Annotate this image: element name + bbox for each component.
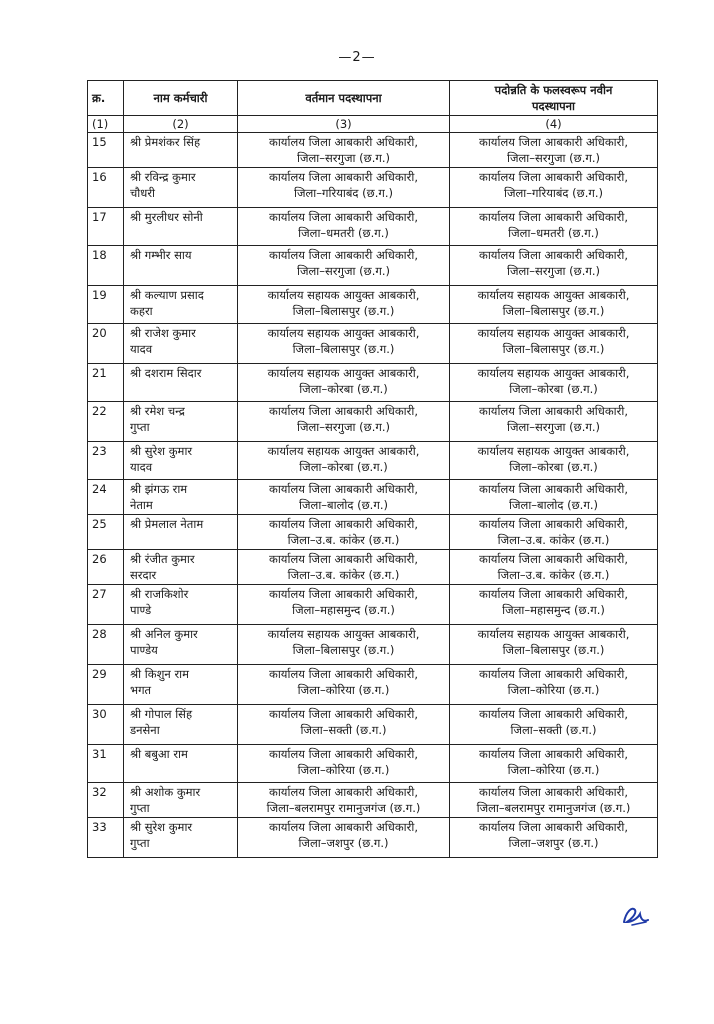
new-posting-line: जिला–सरगुजा (छ.ग.) — [507, 264, 600, 278]
current-posting-line: जिला–उ.ब. कांकेर (छ.ग.) — [287, 568, 400, 582]
employee-name-line: श्री दशराम सिदार — [130, 366, 202, 380]
employee-name — [124, 745, 238, 783]
employee-name-line: श्री बबुआ राम — [130, 747, 188, 761]
new-posting — [450, 208, 658, 246]
new-posting — [450, 585, 658, 625]
row-sno: 16 — [88, 168, 124, 208]
current-posting-line: जिला–कोरबा (छ.ग.) — [299, 382, 388, 396]
current-posting-line: जिला–महासमुन्द (छ.ग.) — [292, 603, 395, 617]
current-posting-line: कार्यालय जिला आबकारी अधिकारी, — [269, 587, 418, 601]
employee-name — [124, 324, 238, 364]
current-posting-line: कार्यालय जिला आबकारी अधिकारी, — [269, 667, 418, 681]
employee-name-line: श्री सुरेश कुमार — [130, 444, 193, 458]
new-posting-line: जिला–बालोद (छ.ग.) — [509, 498, 598, 512]
current-posting — [238, 625, 450, 665]
column-number: (3) — [238, 116, 450, 133]
row-sno: 24 — [88, 480, 124, 515]
current-posting-line: कार्यालय सहायक आयुक्त आबकारी, — [267, 444, 420, 458]
table-row — [88, 705, 658, 745]
staff-table — [87, 80, 658, 858]
table-row — [88, 585, 658, 625]
new-posting-line: कार्यालय जिला आबकारी अधिकारी, — [479, 135, 628, 149]
employee-name — [124, 705, 238, 745]
current-posting-line: कार्यालय जिला आबकारी अधिकारी, — [269, 135, 418, 149]
new-posting-line: कार्यालय सहायक आयुक्त आबकारी, — [477, 627, 630, 641]
new-posting-line: जिला–उ.ब. कांकेर (छ.ग.) — [497, 568, 610, 582]
current-posting-line: कार्यालय जिला आबकारी अधिकारी, — [269, 820, 418, 834]
table-row — [88, 480, 658, 515]
new-posting-line: जिला–महासमुन्द (छ.ग.) — [502, 603, 605, 617]
employee-name — [124, 246, 238, 286]
current-posting — [238, 550, 450, 585]
current-posting-line: जिला–बिलासपुर (छ.ग.) — [292, 304, 395, 318]
employee-name-line: गुप्ता — [130, 420, 150, 434]
table-row — [88, 818, 658, 858]
employee-name-line: श्री किशुन राम — [130, 667, 190, 681]
header-name: नाम कर्मचारी — [124, 81, 238, 116]
new-posting — [450, 550, 658, 585]
employee-name-line: श्री अनिल कुमार — [130, 627, 198, 641]
column-number: (2) — [124, 116, 238, 133]
current-posting — [238, 783, 450, 818]
employee-name — [124, 364, 238, 402]
new-posting-line: जिला–सरगुजा (छ.ग.) — [507, 151, 600, 165]
table-row — [88, 402, 658, 442]
employee-name — [124, 585, 238, 625]
current-posting-line: कार्यालय जिला आबकारी अधिकारी, — [269, 248, 418, 262]
current-posting-line: कार्यालय जिला आबकारी अधिकारी, — [269, 747, 418, 761]
column-number: (1) — [88, 116, 124, 133]
table-row — [88, 625, 658, 665]
current-posting — [238, 286, 450, 324]
current-posting-line: जिला–बालोद (छ.ग.) — [299, 498, 388, 512]
current-posting — [238, 402, 450, 442]
table-row — [88, 364, 658, 402]
row-sno: 18 — [88, 246, 124, 286]
header-sno: क्र. — [88, 81, 124, 116]
employee-name — [124, 818, 238, 858]
employee-name — [124, 665, 238, 705]
current-posting-line: कार्यालय जिला आबकारी अधिकारी, — [269, 482, 418, 496]
employee-name-line: श्री सुरेश कुमार — [130, 820, 193, 834]
employee-name — [124, 442, 238, 480]
current-posting — [238, 745, 450, 783]
new-posting — [450, 705, 658, 745]
employee-name-line: सरदार — [130, 568, 157, 582]
new-posting-line: कार्यालय जिला आबकारी अधिकारी, — [479, 747, 628, 761]
row-sno: 26 — [88, 550, 124, 585]
new-posting-line: जिला–कोरबा (छ.ग.) — [509, 382, 598, 396]
row-sno: 17 — [88, 208, 124, 246]
employee-name-line: श्री गम्भीर साय — [130, 248, 192, 262]
table-row — [88, 208, 658, 246]
row-sno: 21 — [88, 364, 124, 402]
table-row — [88, 515, 658, 550]
new-posting-line: जिला–बिलासपुर (छ.ग.) — [502, 643, 605, 657]
table-row — [88, 550, 658, 585]
current-posting-line: कार्यालय जिला आबकारी अधिकारी, — [269, 707, 418, 721]
header-new-posting-line2: पदस्थापना — [531, 99, 576, 113]
new-posting-line: कार्यालय जिला आबकारी अधिकारी, — [479, 552, 628, 566]
employee-name — [124, 625, 238, 665]
new-posting-line: जिला–कोरिया (छ.ग.) — [507, 763, 600, 777]
employee-name-line: चौधरी — [130, 186, 156, 200]
new-posting-line: कार्यालय जिला आबकारी अधिकारी, — [479, 404, 628, 418]
new-posting-line: कार्यालय जिला आबकारी अधिकारी, — [479, 820, 628, 834]
new-posting-line: कार्यालय सहायक आयुक्त आबकारी, — [477, 326, 630, 340]
table-row — [88, 246, 658, 286]
row-sno: 31 — [88, 745, 124, 783]
current-posting-line: जिला–कोरबा (छ.ग.) — [299, 460, 388, 474]
new-posting-line: कार्यालय जिला आबकारी अधिकारी, — [479, 210, 628, 224]
new-posting-line: कार्यालय जिला आबकारी अधिकारी, — [479, 170, 628, 184]
employee-name-line: श्री राजेश कुमार — [130, 326, 196, 340]
new-posting-line: कार्यालय सहायक आयुक्त आबकारी, — [477, 288, 630, 302]
new-posting-line: जिला–बिलासपुर (छ.ग.) — [502, 342, 605, 356]
row-sno: 32 — [88, 783, 124, 818]
current-posting-line: कार्यालय सहायक आयुक्त आबकारी, — [267, 366, 420, 380]
new-posting — [450, 286, 658, 324]
table-row — [88, 783, 658, 818]
new-posting-line: जिला–धमतरी (छ.ग.) — [508, 226, 599, 240]
current-posting — [238, 480, 450, 515]
row-sno: 23 — [88, 442, 124, 480]
table-row — [88, 286, 658, 324]
new-posting-line: जिला–सरगुजा (छ.ग.) — [507, 420, 600, 434]
current-posting-line: कार्यालय जिला आबकारी अधिकारी, — [269, 517, 418, 531]
current-posting — [238, 208, 450, 246]
new-posting-line: जिला–सक्ती (छ.ग.) — [510, 723, 597, 737]
employee-name-line: श्री रमेश चन्द्र — [130, 404, 185, 418]
employee-name-line: श्री रंजीत कुमार — [130, 552, 195, 566]
new-posting-line: कार्यालय जिला आबकारी अधिकारी, — [479, 667, 628, 681]
current-posting-line: जिला–जशपुर (छ.ग.) — [298, 836, 389, 850]
employee-name-line: गुप्ता — [130, 801, 150, 815]
new-posting-line: कार्यालय सहायक आयुक्त आबकारी, — [477, 366, 630, 380]
current-posting — [238, 705, 450, 745]
new-posting-line: जिला–कोरिया (छ.ग.) — [507, 683, 600, 697]
column-number: (4) — [450, 116, 658, 133]
header-new-posting-line1: पदोन्नति के फलस्वरूप नवीन — [494, 83, 613, 97]
employee-name-line: डनसेना — [130, 723, 160, 737]
header-current-posting: वर्तमान पदस्थापना — [238, 81, 450, 116]
new-posting-line: कार्यालय जिला आबकारी अधिकारी, — [479, 517, 628, 531]
current-posting — [238, 515, 450, 550]
table-row — [88, 133, 658, 168]
employee-name-line: यादव — [130, 460, 153, 474]
new-posting — [450, 364, 658, 402]
table-row — [88, 745, 658, 783]
current-posting-line: जिला–सरगुजा (छ.ग.) — [297, 264, 390, 278]
table-body — [88, 133, 658, 858]
current-posting-line: जिला–कोरिया (छ.ग.) — [297, 683, 390, 697]
current-posting-line: कार्यालय जिला आबकारी अधिकारी, — [269, 404, 418, 418]
employee-name — [124, 402, 238, 442]
current-posting-line: जिला–धमतरी (छ.ग.) — [298, 226, 389, 240]
new-posting — [450, 402, 658, 442]
signature-icon — [618, 900, 654, 930]
new-posting — [450, 515, 658, 550]
new-posting-line: कार्यालय जिला आबकारी अधिकारी, — [479, 482, 628, 496]
current-posting-line: कार्यालय सहायक आयुक्त आबकारी, — [267, 288, 420, 302]
current-posting-line: जिला–सरगुजा (छ.ग.) — [297, 420, 390, 434]
employee-name-line: पाण्डेय — [130, 643, 158, 657]
current-posting — [238, 324, 450, 364]
employee-name — [124, 480, 238, 515]
current-posting-line: जिला–बिलासपुर (छ.ग.) — [292, 643, 395, 657]
new-posting-line: जिला–उ.ब. कांकेर (छ.ग.) — [497, 533, 610, 547]
current-posting-line: जिला–सक्ती (छ.ग.) — [300, 723, 387, 737]
row-sno: 27 — [88, 585, 124, 625]
current-posting-line: जिला–उ.ब. कांकेर (छ.ग.) — [287, 533, 400, 547]
table-row — [88, 442, 658, 480]
employee-name-line: श्री प्रेमशंकर सिंह — [130, 135, 201, 149]
employee-name-line: श्री रविन्द्र कुमार — [130, 170, 196, 184]
employee-name-line: श्री मुरलीधर सोनी — [130, 210, 203, 224]
new-posting — [450, 442, 658, 480]
employee-name-line: श्री राजकिशोर — [130, 587, 189, 601]
row-sno: 29 — [88, 665, 124, 705]
new-posting-line: कार्यालय सहायक आयुक्त आबकारी, — [477, 444, 630, 458]
new-posting-line: जिला–गरियाबंद (छ.ग.) — [504, 186, 603, 200]
employee-name-line: श्री अशोक कुमार — [130, 785, 201, 799]
current-posting — [238, 665, 450, 705]
new-posting — [450, 246, 658, 286]
page-number: —2— — [338, 50, 376, 65]
new-posting — [450, 665, 658, 705]
new-posting — [450, 480, 658, 515]
row-sno: 30 — [88, 705, 124, 745]
new-posting-line: जिला–बिलासपुर (छ.ग.) — [502, 304, 605, 318]
new-posting-line: कार्यालय जिला आबकारी अधिकारी, — [479, 785, 628, 799]
table-row — [88, 324, 658, 364]
table-row — [88, 168, 658, 208]
employee-name — [124, 168, 238, 208]
column-number-row — [88, 116, 658, 133]
employee-name-line: श्री झंगऊ राम — [130, 482, 188, 496]
new-posting-line: कार्यालय जिला आबकारी अधिकारी, — [479, 248, 628, 262]
row-sno: 25 — [88, 515, 124, 550]
new-posting — [450, 783, 658, 818]
current-posting-line: कार्यालय जिला आबकारी अधिकारी, — [269, 785, 418, 799]
current-posting — [238, 133, 450, 168]
employee-name — [124, 133, 238, 168]
employee-name-line: श्री प्रेमलाल नेताम — [130, 517, 204, 531]
current-posting — [238, 585, 450, 625]
current-posting-line: कार्यालय जिला आबकारी अधिकारी, — [269, 552, 418, 566]
new-posting-line: कार्यालय जिला आबकारी अधिकारी, — [479, 587, 628, 601]
current-posting-line: कार्यालय जिला आबकारी अधिकारी, — [269, 210, 418, 224]
current-posting-line: जिला–बलरामपुर रामानुजगंज (छ.ग.) — [266, 801, 421, 815]
current-posting — [238, 246, 450, 286]
employee-name — [124, 208, 238, 246]
new-posting — [450, 818, 658, 858]
new-posting — [450, 625, 658, 665]
employee-name-line: गुप्ता — [130, 836, 150, 850]
employee-name-line: भगत — [130, 683, 152, 697]
current-posting — [238, 364, 450, 402]
row-sno: 28 — [88, 625, 124, 665]
employee-name-line: यादव — [130, 342, 153, 356]
employee-name-line: कहरा — [130, 304, 153, 318]
row-sno: 33 — [88, 818, 124, 858]
current-posting-line: कार्यालय जिला आबकारी अधिकारी, — [269, 170, 418, 184]
new-posting-line: जिला–कोरबा (छ.ग.) — [509, 460, 598, 474]
employee-name-line: श्री गोपाल सिंह — [130, 707, 193, 721]
current-posting — [238, 168, 450, 208]
employee-name-line: नेताम — [130, 498, 153, 512]
new-posting — [450, 745, 658, 783]
new-posting — [450, 133, 658, 168]
current-posting-line: जिला–कोरिया (छ.ग.) — [297, 763, 390, 777]
new-posting — [450, 168, 658, 208]
new-posting — [450, 324, 658, 364]
new-posting-line: जिला–जशपुर (छ.ग.) — [508, 836, 599, 850]
employee-name — [124, 286, 238, 324]
current-posting-line: जिला–सरगुजा (छ.ग.) — [297, 151, 390, 165]
new-posting-line: कार्यालय जिला आबकारी अधिकारी, — [479, 707, 628, 721]
current-posting-line: कार्यालय सहायक आयुक्त आबकारी, — [267, 326, 420, 340]
employee-name-line: पाण्डे — [130, 603, 152, 617]
row-sno: 22 — [88, 402, 124, 442]
table-row — [88, 665, 658, 705]
current-posting-line: जिला–गरियाबंद (छ.ग.) — [294, 186, 393, 200]
employee-name-line: श्री कल्याण प्रसाद — [130, 288, 204, 302]
employee-name — [124, 515, 238, 550]
employee-name — [124, 550, 238, 585]
row-sno: 20 — [88, 324, 124, 364]
current-posting-line: कार्यालय सहायक आयुक्त आबकारी, — [267, 627, 420, 641]
row-sno: 19 — [88, 286, 124, 324]
row-sno: 15 — [88, 133, 124, 168]
header-new-posting — [450, 81, 658, 116]
current-posting-line: जिला–बिलासपुर (छ.ग.) — [292, 342, 395, 356]
current-posting — [238, 818, 450, 858]
current-posting — [238, 442, 450, 480]
header-row — [88, 81, 658, 116]
employee-name — [124, 783, 238, 818]
new-posting-line: जिला–बलरामपुर रामानुजगंज (छ.ग.) — [476, 801, 631, 815]
